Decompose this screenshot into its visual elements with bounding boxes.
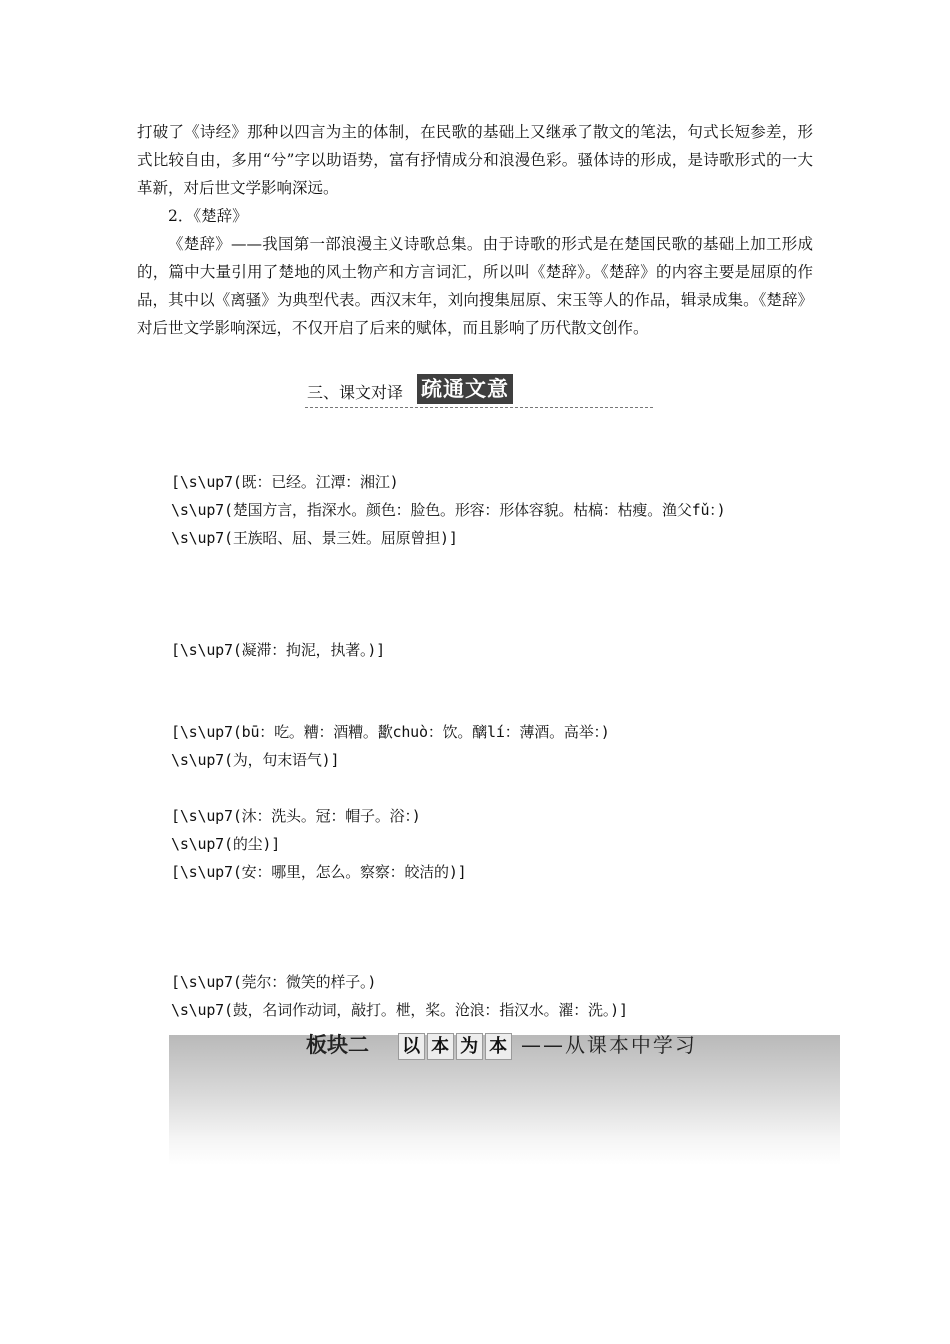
banner-boxed-char: 以 xyxy=(398,1033,425,1060)
section-heading-chuci: 2．《楚辞》 xyxy=(168,207,248,225)
section-title-translation xyxy=(305,373,653,408)
annotation-line: \s\up7(的尘)] xyxy=(171,835,281,853)
annotation-line: \s\up7(为，句末语气)] xyxy=(171,751,340,769)
chuci-paragraph: 《楚辞》——我国第一部浪漫主义诗歌总集。由于诗歌的形式是在楚国民歌的基础上加工形成的，篇中大量引用了楚地的风土物产和方言词汇，所以叫《楚辞》。《楚辞》的内容主要是屈原的作品，其中以《离骚》为典型代表。西汉末年，刘向搜集屈原、宋玉等人的作品，辑录成集。《楚辞》对后世文学影响深远，不仅开启了后来的赋体，而且影响了历代散文创作。 xyxy=(137,235,813,337)
annotation-line: \s\up7(鼓，名词作动词，敲打。枻，桨。沧浪：指汉水。濯：洗。)] xyxy=(171,1001,628,1019)
annotation-line: [\s\up7(莞尔：微笑的样子。) xyxy=(171,973,377,991)
module-subtitle: ——从课本中学习 xyxy=(520,1033,697,1057)
section-title-boxed: 疏通文意 xyxy=(417,374,513,404)
annotation-line: [\s\up7(既：已经。江潭：湘江) xyxy=(171,473,399,491)
annotation-line: [\s\up7(安：哪里，怎么。察察：皎洁的)] xyxy=(171,863,467,881)
annotation-line: [\s\up7(bū：吃。糟：酒糟。歠chuò：饮。醨lí：薄酒。高举：) xyxy=(171,723,610,741)
banner-boxed-char: 本 xyxy=(485,1033,512,1060)
module-banner-title xyxy=(306,1030,697,1060)
intro-paragraph: 打破了《诗经》那种以四言为主的体制，在民歌的基础上又继承了散文的笔法，句式长短参差，形式比较自由，多用“兮”字以助语势，富有抒情成分和浪漫色彩。骚体诗的形成，是诗歌形式的一大革新，对后世文学影响深远。 xyxy=(137,123,813,197)
annotation-line: [\s\up7(沐：洗头。冠：帽子。浴：) xyxy=(171,807,421,825)
module-label: 板块二 xyxy=(306,1033,369,1057)
annotation-line: \s\up7(楚国方言，指深水。颜色：脸色。形容：形体容貌。枯槁：枯瘦。渔父fǔ：) xyxy=(171,501,726,519)
banner-boxed-char: 为 xyxy=(456,1033,483,1060)
annotation-line: [\s\up7(凝滞：拘泥，执著。)] xyxy=(171,641,386,659)
annotation-line: \s\up7(王族昭、屈、景三姓。屈原曾担)] xyxy=(171,529,458,547)
section-title-prefix: 三、课文对译 xyxy=(307,383,404,402)
banner-boxed-char: 本 xyxy=(427,1033,454,1060)
